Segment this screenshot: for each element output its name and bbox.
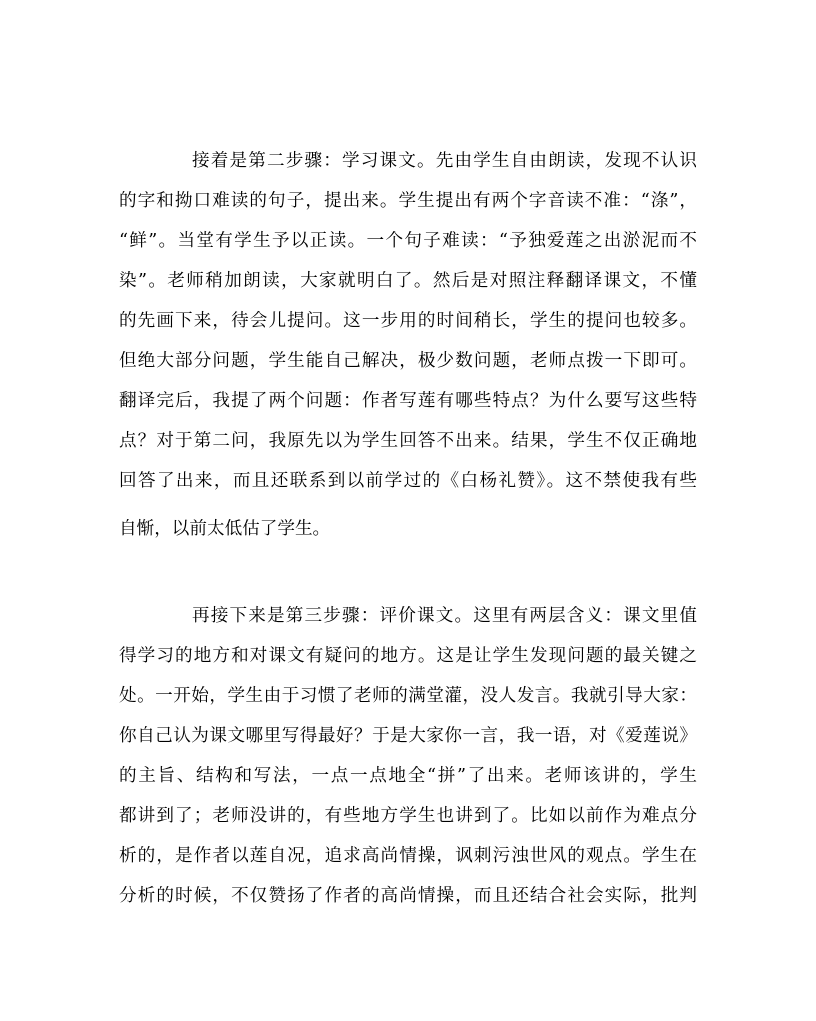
paragraph-line: 点？对于第二问，我原先以为学生回答不出来。结果，学生不仅正确地	[119, 431, 697, 451]
paragraph-line: 分析的时候，不仅赞扬了作者的高尚情操，而且还结合社会实际，批判	[119, 886, 697, 906]
paragraph-line: 都讲到了；老师没讲的，有些地方学生也讲到了。比如以前作为难点分	[119, 806, 697, 826]
paragraph-line: 的先画下来，待会儿提问。这一步用的时间稍长，学生的提问也较多。	[119, 311, 697, 331]
paragraph-line: 再接下来是第三步骤：评价课文。这里有两层含义：课文里值	[192, 606, 697, 626]
paragraph-line: 的字和拗口难读的句子，提出来。学生提出有两个字音读不准：“涤”，	[119, 191, 697, 211]
paragraph-line: 析的，是作者以莲自况，追求高尚情操，讽刺污浊世风的观点。学生在	[119, 846, 697, 866]
paragraph-line: 你自己认为课文哪里写得最好？于是大家你一言，我一语，对《爱莲说》	[119, 726, 697, 746]
paragraph-line: “鲜”。当堂有学生予以正读。一个句子难读：“予独爱莲之出淤泥而不	[119, 231, 697, 251]
paragraph-line: 翻译完后，我提了两个问题：作者写莲有哪些特点？为什么要写这些特	[119, 391, 697, 411]
paragraph-line: 的主旨、结构和写法，一点一点地全“拼”了出来。老师该讲的，学生	[119, 766, 697, 786]
paragraph-line: 染”。老师稍加朗读，大家就明白了。然后是对照注释翻译课文，不懂	[119, 271, 697, 291]
paragraph-line: 但绝大部分问题，学生能自己解决，极少数问题，老师点拨一下即可。	[119, 351, 697, 371]
paragraph-line: 处。一开始，学生由于习惯了老师的满堂灌，没人发言。我就引导大家：	[119, 686, 697, 706]
paragraph-line: 得学习的地方和对课文有疑问的地方。这是让学生发现问题的最关键之	[119, 646, 697, 666]
paragraph-line: 接着是第二步骤：学习课文。先由学生自由朗读，发现不认识	[192, 151, 697, 171]
paragraph-line: 回答了出来，而且还联系到以前学过的《白杨礼赞》。这不禁使我有些	[119, 471, 697, 491]
paragraph-line: 自惭，以前太低估了学生。	[119, 519, 331, 539]
